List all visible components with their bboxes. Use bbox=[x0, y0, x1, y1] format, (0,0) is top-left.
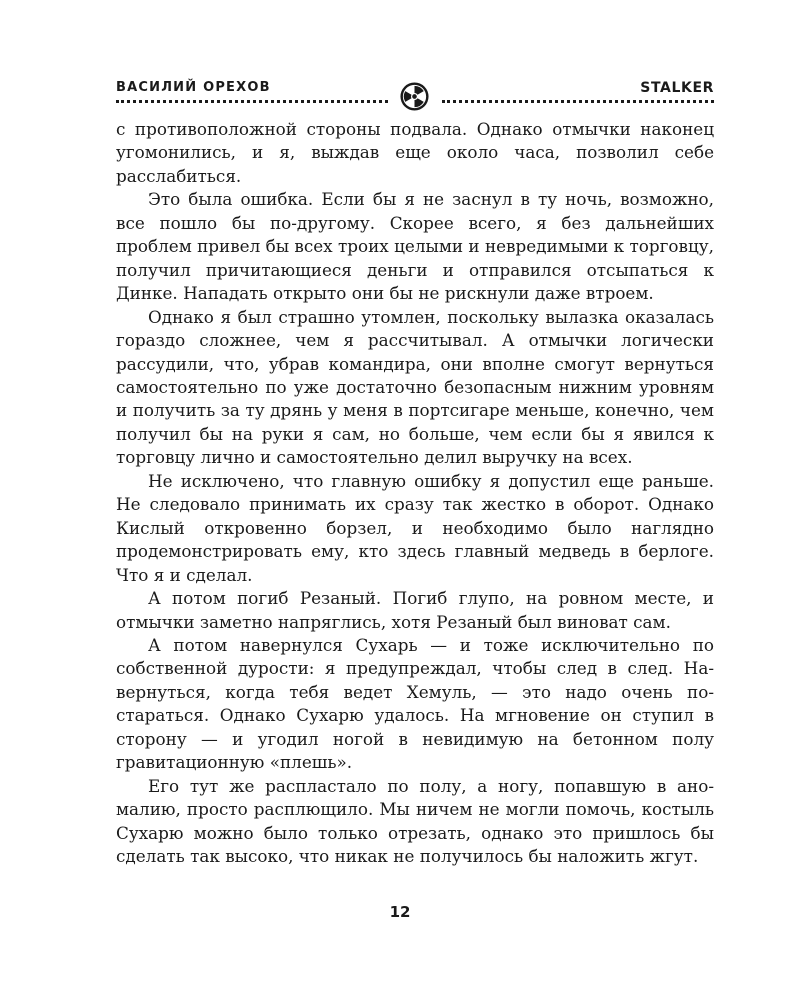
paragraph: Это была ошибка. Если бы я не заснул в ту ночь, возможно, все пошло бы по-другому. Скорее всего, я без дальнейших проблем привел бы всех троих целыми и невредимыми к торговцу, получил причитающиеся деньги и отправился отсыпаться к Динке. Нападать открыто они бы не рискнули даже втроем. bbox=[116, 189, 714, 304]
paragraph: А потом погиб Резаный. Погиб глупо, на ровном месте, и отмычки заметно напряглись, хотя Резаный был виноват сам. bbox=[116, 588, 714, 632]
paragraph: с противоположной стороны подвала. Однако отмычки наконец угомонились, и я, выждав еще около часа, позволил себе расслабиться. bbox=[116, 119, 714, 186]
paragraph: Не исключено, что главную ошибку я допустил еще раньше. Не следовало принимать их сразу так жестко в оборот. Однако Кислый откровенно борзел, и необходимо было наглядно продемонстрировать ему, кто здесь главный медведь в берлоге. Что я и сделал. bbox=[116, 470, 714, 585]
radiation-icon bbox=[399, 81, 430, 112]
paragraph: Однако я был страшно утомлен, поскольку вылазка оказалась гораздо сложнее, чем я рассчитывал. А отмычки логически рассудили, что, убрав командира, они вполне смогут вернуться самостоятельно по уже достаточно безопасным нижним уровням и получить за ту дрянь у меня в портсигаре меньше, конечно, чем получил бы на руки я сам, но больше, чем если бы я явился к торговцу лично и самостоятельно делил выручку на всех. bbox=[116, 306, 714, 468]
paragraph: А потом навернулся Сухарь — и тоже исключительно по собственной дурости: я предупреждал, чтобы след в след. Навернуться, когда тебя ведет Хемуль, — это надо очень постараться. Однако Сухарю удалось. На мгновение он ступил в сторону — и угодил ногой в невидимую на бетонном полу гравитационную «плешь». bbox=[116, 634, 714, 773]
header-dotted-rule-left bbox=[116, 100, 388, 103]
page-number: 12 bbox=[389, 903, 411, 921]
running-header bbox=[116, 78, 714, 112]
header-author: ВАСИЛИЙ ОРЕХОВ bbox=[116, 80, 271, 95]
header-dotted-rule-right bbox=[442, 100, 714, 103]
paragraph: Его тут же распластало по полу, а ногу, попавшую в аномалию, просто расплющило. Мы ничем не могли помочь, костыль Сухарю можно было только отрезать, однако это пришлось бы сделать так высоко, что никак не получилось бы наложить жгут. bbox=[116, 775, 714, 867]
body-text bbox=[116, 118, 714, 869]
header-series: STALKER bbox=[640, 80, 714, 96]
